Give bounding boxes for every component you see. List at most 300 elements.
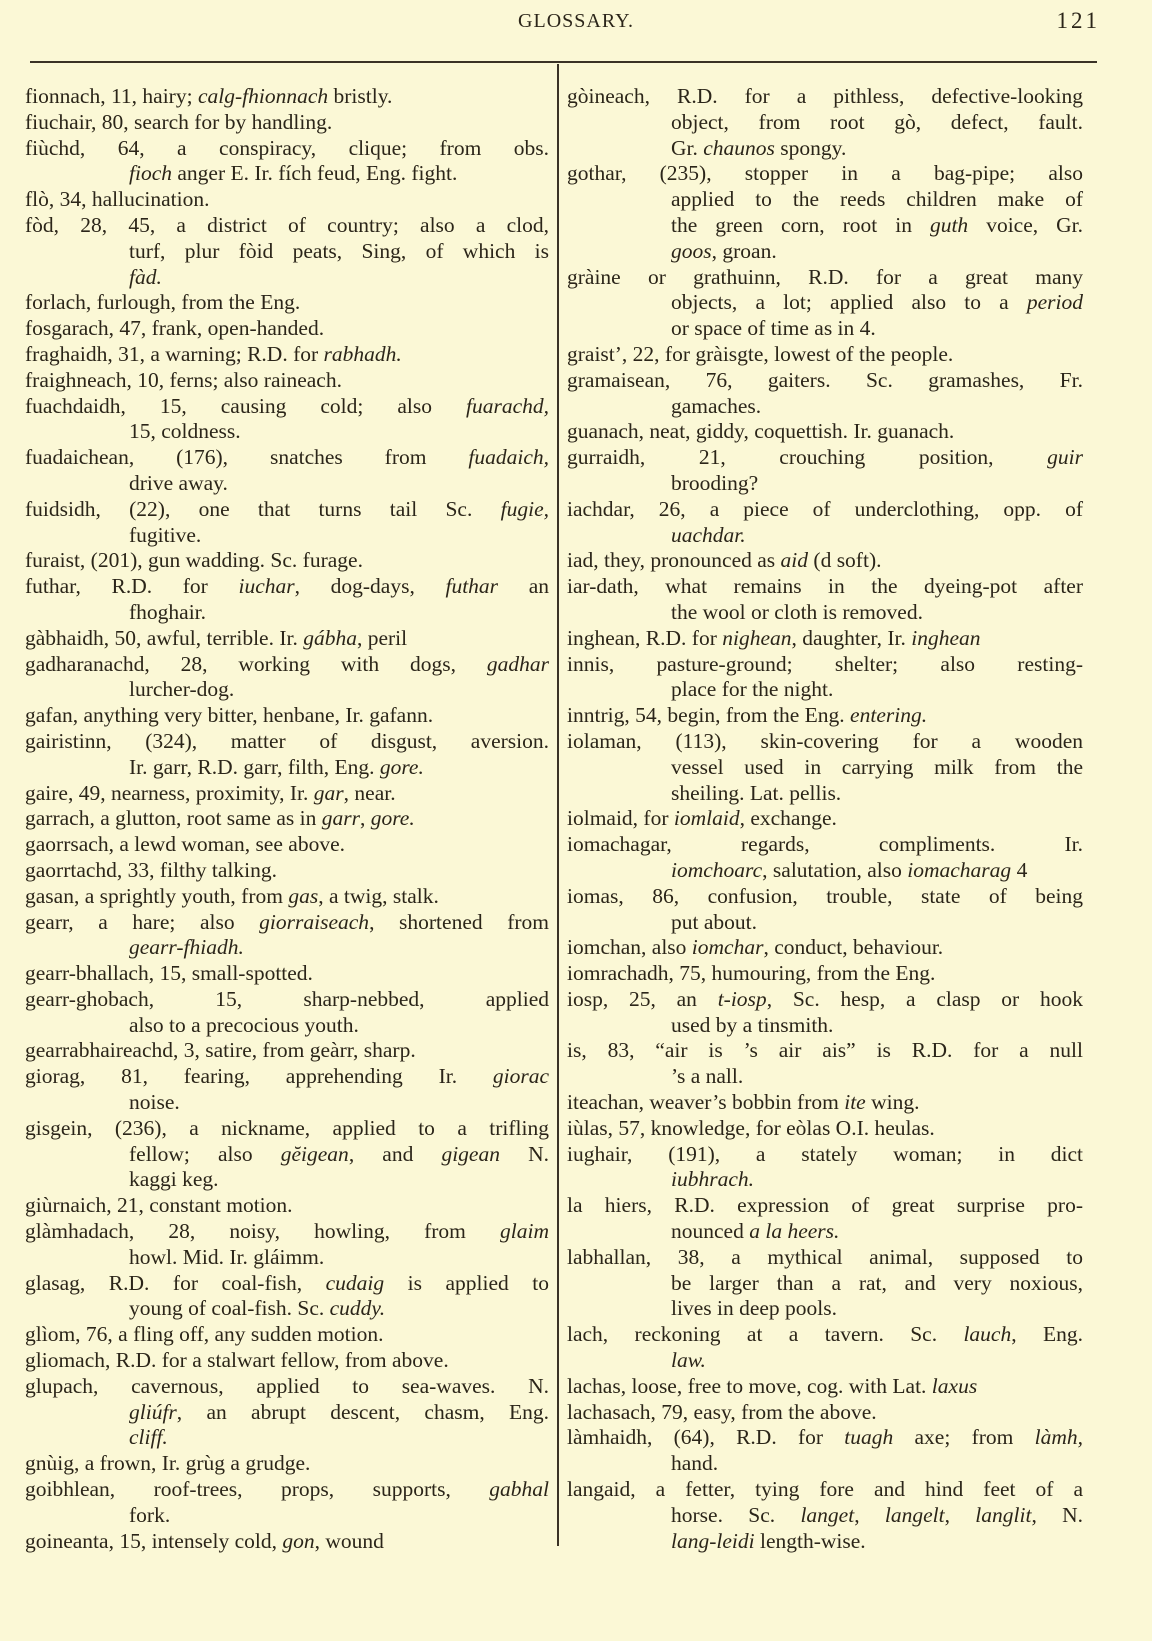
- entry-continuation-line: [567, 1296, 1083, 1322]
- glossary-entry: [25, 1451, 549, 1477]
- entry-continuation-line: [25, 1296, 549, 1322]
- entry-first-line: [567, 832, 1083, 858]
- entry-text: is applied to: [384, 1270, 549, 1295]
- glossary-entry: [567, 1400, 1083, 1426]
- entry-italic-term: iomchar: [691, 935, 764, 960]
- entry-text: , salutation, also: [762, 857, 908, 882]
- entry-text: iosp, 25, an: [567, 986, 718, 1011]
- entry-text: giùrnaich, 21, constant motion.: [25, 1193, 293, 1218]
- entry-text: is, 83, “air is ’s air ais” is R.D. for a null: [567, 1038, 1083, 1063]
- glossary-column-right: [567, 84, 1083, 1554]
- entry-first-line: [567, 419, 1083, 445]
- entry-continuation-line: [25, 239, 549, 265]
- entry-text: 4: [1011, 857, 1028, 882]
- entry-text: goibhlean, roof-trees, props, supports,: [25, 1477, 490, 1502]
- entry-text: gurraidh, 21, crouching position,: [567, 445, 1048, 470]
- entry-italic-term: langet: [800, 1502, 855, 1527]
- entry-continuation-line: [567, 316, 1083, 342]
- entry-continuation-line: [567, 1219, 1083, 1245]
- glossary-entry: [567, 342, 1083, 368]
- glossary-entry: [25, 574, 549, 626]
- entry-text: , peril: [356, 625, 408, 650]
- glossary-entry: [25, 110, 549, 136]
- entry-text: , Eng.: [1011, 1322, 1083, 1347]
- entry-first-line: [25, 1348, 549, 1374]
- entry-text: iachdar, 26, a piece of underclothing, opp. of: [567, 496, 1083, 521]
- entry-first-line: [567, 806, 1083, 832]
- entry-text: horse. Sc.: [671, 1502, 801, 1527]
- glossary-entry: [567, 626, 1083, 652]
- entry-first-line: [25, 781, 549, 807]
- entry-text: , shortened from: [369, 909, 549, 934]
- glossary-entry: [25, 368, 549, 394]
- entry-italic-term: guth: [929, 212, 969, 237]
- glossary-entry: [25, 961, 549, 987]
- entry-text: fiùchd, 64, a conspiracy, clique; from obs.: [25, 135, 549, 160]
- entry-italic-term: inghean: [911, 625, 981, 650]
- glossary-entry: [567, 1193, 1083, 1245]
- entry-text: iomchan, also: [567, 935, 692, 960]
- entry-text: put about.: [671, 909, 757, 934]
- entry-first-line: [25, 910, 549, 936]
- entry-first-line: [567, 161, 1083, 187]
- entry-text: , dog-days,: [294, 574, 446, 599]
- entry-first-line: [25, 626, 549, 652]
- entry-text: iteachan, weaver’s bobbin from: [567, 1090, 845, 1115]
- glossary-entry: [25, 884, 549, 910]
- entry-text: vessel used in carrying milk from the: [671, 754, 1083, 779]
- entry-text: fraghaidh, 31, a warning; R.D. for: [25, 341, 324, 366]
- entry-text: voice, Gr.: [968, 212, 1083, 237]
- entry-text: the green corn, root in: [671, 212, 930, 237]
- entry-text: labhallan, 38, a mythical animal, supposed to: [567, 1244, 1083, 1269]
- entry-first-line: [567, 1116, 1083, 1142]
- entry-first-line: [567, 935, 1083, 961]
- entry-first-line: [567, 1425, 1083, 1451]
- entry-first-line: [25, 368, 549, 394]
- entry-text: howl. Mid. Ir. gláimm.: [129, 1244, 325, 1269]
- entry-italic-term: langlit: [975, 1502, 1032, 1527]
- glossary-entry: [25, 703, 549, 729]
- glossary-entry: [25, 910, 549, 962]
- glossary-entry: [567, 652, 1083, 704]
- entry-first-line: [25, 1116, 549, 1142]
- entry-first-line: [25, 290, 549, 316]
- entry-continuation-line: [567, 1348, 1083, 1374]
- glossary-entry: [25, 1374, 549, 1451]
- entry-text: , an abrupt descent, chasm, Eng.: [176, 1399, 549, 1424]
- entry-text: futhar, R.D. for: [25, 574, 239, 599]
- glossary-entry: [567, 161, 1083, 264]
- entry-text: gisgein, (236), a nickname, applied to a trifling: [25, 1115, 549, 1140]
- entry-continuation-line: [25, 935, 549, 961]
- entry-italic-term: gon: [282, 1528, 315, 1553]
- entry-text: gaorrtachd, 33, filthy talking.: [25, 857, 277, 882]
- entry-continuation-line: [567, 755, 1083, 781]
- entry-text: anger E. Ir. fích feud, Eng. fight.: [172, 161, 458, 186]
- entry-text: fraighneach, 10, ferns; also raineach.: [25, 367, 342, 392]
- entry-first-line: [567, 1142, 1083, 1168]
- entry-continuation-line: [25, 1090, 549, 1116]
- entry-first-line: [567, 703, 1083, 729]
- entry-text: the wool or cloth is removed.: [671, 599, 923, 624]
- entry-italic-term: gore.: [370, 806, 415, 831]
- running-title: GLOSSARY.: [518, 10, 634, 32]
- entry-text: sheiling. Lat. pellis.: [671, 780, 842, 805]
- entry-text: fionnach, 11, hairy;: [25, 84, 198, 108]
- entry-continuation-line: [567, 1529, 1083, 1555]
- entry-first-line: [567, 1400, 1083, 1426]
- entry-italic-term: gigean: [441, 1141, 500, 1166]
- entry-text: applied to the reeds children make of: [671, 187, 1083, 212]
- glossary-entry: [567, 419, 1083, 445]
- entry-italic-term: ite: [844, 1090, 866, 1115]
- entry-text: iolmaid, for: [567, 806, 674, 831]
- entry-continuation-line: [567, 858, 1083, 884]
- entry-first-line: [25, 1374, 549, 1400]
- entry-first-line: [25, 806, 549, 832]
- entry-italic-term: iomchoarc: [671, 857, 763, 882]
- entry-text: gliomach, R.D. for a stalwart fellow, from above.: [25, 1348, 449, 1373]
- entry-text: fugitive.: [129, 522, 202, 547]
- glossary-entry: [25, 806, 549, 832]
- entry-text: làmhaidh, (64), R.D. for: [567, 1425, 845, 1450]
- glossary-entry: [567, 574, 1083, 626]
- entry-first-line: [25, 729, 549, 755]
- glossary-entry: [25, 626, 549, 652]
- entry-italic-term: lang-leidi: [671, 1528, 755, 1553]
- entry-text: lives in deep pools.: [671, 1296, 838, 1321]
- entry-text: Ir. garr, R.D. garr, filth, Eng.: [129, 754, 380, 779]
- entry-text: also to a precocious youth.: [129, 1012, 359, 1037]
- entry-text: guanach, neat, giddy, coquettish. Ir. guanach.: [567, 419, 955, 444]
- entry-text: N.: [499, 1141, 549, 1166]
- entry-text: iomrachadh, 75, humouring, from the Eng.: [567, 961, 936, 986]
- entry-first-line: [567, 1374, 1083, 1400]
- entry-italic-term: tuagh: [844, 1425, 894, 1450]
- entry-italic-term: rabhadh.: [323, 341, 402, 366]
- entry-first-line: [567, 497, 1083, 523]
- entry-continuation-line: [25, 1167, 549, 1193]
- entry-text: , N.: [1031, 1502, 1084, 1527]
- entry-italic-term: fuarachd,: [465, 393, 549, 418]
- entry-text: bristly.: [328, 84, 393, 108]
- entry-text: graist’, 22, for gràisgte, lowest of the people.: [567, 341, 954, 366]
- glossary-entry: [25, 1348, 549, 1374]
- entry-first-line: [567, 652, 1083, 678]
- entry-text: gearr-bhallach, 15, small-spotted.: [25, 961, 313, 986]
- entry-text: objects, a lot; applied also to a: [671, 290, 1027, 315]
- glossary-entry: [567, 961, 1083, 987]
- entry-italic-term: garr: [321, 806, 360, 831]
- entry-text: noise.: [129, 1090, 180, 1115]
- entry-first-line: [25, 574, 549, 600]
- entry-continuation-line: [567, 290, 1083, 316]
- entry-continuation-line: [567, 187, 1083, 213]
- glossary-entry: [25, 652, 549, 704]
- entry-text: , daughter, Ir.: [791, 625, 912, 650]
- entry-italic-term: làmh,: [1034, 1425, 1083, 1450]
- entry-italic-term: entering.: [850, 703, 928, 728]
- entry-text: gramaisean, 76, gaiters. Sc. gramashes, Fr.: [567, 367, 1083, 392]
- glossary-entry: [25, 548, 549, 574]
- entry-first-line: [25, 987, 549, 1013]
- entry-first-line: [25, 110, 549, 136]
- entry-text: gàbhaidh, 50, awful, terrible. Ir.: [25, 625, 304, 650]
- glossary-entry: [567, 884, 1083, 936]
- entry-text: gothar, (235), stopper in a bag-pipe; also: [567, 161, 1083, 186]
- entry-text: used by a tinsmith.: [671, 1012, 834, 1037]
- glossary-entry: [567, 84, 1083, 161]
- entry-first-line: [25, 961, 549, 987]
- entry-text: fosgarach, 47, frank, open-handed.: [25, 316, 325, 341]
- entry-italic-term: guir: [1047, 445, 1083, 470]
- entry-first-line: [567, 574, 1083, 600]
- glossary-entry: [25, 1322, 549, 1348]
- entry-continuation-line: [25, 1245, 549, 1271]
- entry-continuation-line: [25, 523, 549, 549]
- glossary-entry: [567, 1322, 1083, 1374]
- entry-text: fellow; also: [129, 1141, 281, 1166]
- entry-text: forlach, furlough, from the Eng.: [25, 290, 301, 315]
- entry-first-line: [567, 1038, 1083, 1064]
- entry-text: brooding?: [671, 470, 759, 495]
- glossary-entry: [25, 858, 549, 884]
- entry-continuation-line: [567, 523, 1083, 549]
- entry-italic-term: iomlaid: [673, 806, 740, 831]
- entry-italic-term: glaim: [500, 1219, 549, 1244]
- entry-first-line: [567, 368, 1083, 394]
- entry-text: ,: [854, 1502, 885, 1527]
- entry-continuation-line: [567, 1451, 1083, 1477]
- entry-first-line: [567, 729, 1083, 755]
- entry-text: gadharanachd, 28, working with dogs,: [25, 651, 487, 676]
- entry-text: object, from root gò, defect, fault.: [671, 109, 1083, 134]
- entry-italic-term: fioch: [129, 161, 172, 186]
- entry-italic-term: chaunos: [703, 135, 775, 160]
- entry-first-line: [25, 1529, 549, 1555]
- entry-italic-term: t-iosp: [717, 986, 767, 1011]
- entry-italic-term: iomacharag: [907, 857, 1012, 882]
- entry-text: ,: [944, 1502, 976, 1527]
- entry-text: fuadaichean, (176), snatches from: [25, 445, 469, 470]
- glossary-entry: [25, 342, 549, 368]
- glossary-entry: [25, 1529, 549, 1555]
- entry-italic-term: a la heers.: [749, 1219, 840, 1244]
- glossary-entry: [25, 316, 549, 342]
- glossary-entry: [25, 1477, 549, 1529]
- entry-text: , a twig, stalk.: [318, 883, 439, 908]
- entry-italic-term: cuddy.: [329, 1296, 386, 1321]
- entry-italic-term: fugie,: [500, 496, 549, 521]
- entry-continuation-line: [567, 1013, 1083, 1039]
- entry-italic-term: gadhar: [486, 651, 549, 676]
- entry-first-line: [25, 832, 549, 858]
- glossary-entry: [25, 832, 549, 858]
- entry-first-line: [25, 1451, 549, 1477]
- entry-text: or space of time as in 4.: [671, 316, 876, 341]
- entry-italic-term: langelt: [884, 1502, 945, 1527]
- entry-text: , exchange.: [739, 806, 837, 831]
- entry-italic-term: iubhrach.: [671, 1167, 755, 1192]
- entry-continuation-line: [25, 677, 549, 703]
- entry-first-line: [567, 626, 1083, 652]
- entry-continuation-line: [25, 161, 549, 187]
- entry-text: kaggi keg.: [129, 1167, 219, 1192]
- entry-italic-term: gore.: [379, 754, 424, 779]
- entry-italic-term: nighean: [722, 625, 792, 650]
- entry-text: length-wise.: [754, 1528, 866, 1553]
- glossary-entry: [25, 781, 549, 807]
- entry-first-line: [567, 1245, 1083, 1271]
- entry-text: lachas, loose, free to move, cog. with Lat.: [567, 1373, 932, 1398]
- entry-first-line: [25, 213, 549, 239]
- entry-text: flò, 34, hallucination.: [25, 187, 210, 212]
- entry-text: gràine or grathuinn, R.D. for a great many: [567, 264, 1083, 289]
- entry-text: Gr.: [671, 135, 704, 160]
- entry-text: glasag, R.D. for coal-fish,: [25, 1270, 326, 1295]
- header-rule: [30, 61, 1097, 63]
- glossary-entry: [25, 136, 549, 188]
- entry-text: iomas, 86, confusion, trouble, state of being: [567, 883, 1083, 908]
- entry-continuation-line: [567, 471, 1083, 497]
- entry-italic-term: fàd.: [129, 264, 162, 289]
- entry-continuation-line: [567, 136, 1083, 162]
- entry-text: fhoghair.: [129, 599, 207, 624]
- entry-continuation-line: [567, 394, 1083, 420]
- glossary-entry: [25, 445, 549, 497]
- glossary-entry: [567, 265, 1083, 342]
- entry-italic-term: fuadaich,: [468, 445, 549, 470]
- glossary-entry: [25, 1064, 549, 1116]
- entry-continuation-line: [25, 1503, 549, 1529]
- entry-text: , Sc. hesp, a clasp or hook: [766, 986, 1083, 1011]
- entry-italic-term: gábha: [303, 625, 357, 650]
- entry-text: iad, they, pronounced as: [567, 548, 781, 573]
- entry-text: wing.: [865, 1090, 920, 1115]
- entry-text: giorag, 81, fearing, apprehending Ir.: [25, 1064, 493, 1089]
- entry-text: gairistinn, (324), matter of disgust, aversion.: [25, 728, 549, 753]
- entry-continuation-line: [567, 600, 1083, 626]
- entry-text: young of coal-fish. Sc.: [129, 1296, 330, 1321]
- entry-text: axe; from: [893, 1425, 1035, 1450]
- entry-text: gamaches.: [671, 393, 762, 418]
- glossary-entry: [25, 84, 549, 110]
- entry-italic-term: giorac: [492, 1064, 549, 1089]
- page-header: [0, 6, 1152, 46]
- entry-italic-term: lauch: [963, 1322, 1012, 1347]
- entry-text: fiuchair, 80, search for by handling.: [25, 109, 333, 134]
- entry-first-line: [25, 497, 549, 523]
- page-number: 121: [1056, 8, 1100, 33]
- entry-text: fuachdaidh, 15, causing cold; also: [25, 393, 466, 418]
- glossary-entry: [567, 1425, 1083, 1477]
- entry-text: la hiers, R.D. expression of great surprise pro-: [567, 1193, 1083, 1218]
- entry-text: gnùig, a frown, Ir. grùg a grudge.: [25, 1451, 311, 1476]
- entry-first-line: [567, 84, 1083, 110]
- entry-first-line: [567, 1193, 1083, 1219]
- entry-text: glàmhadach, 28, noisy, howling, from: [25, 1219, 501, 1244]
- entry-continuation-line: [567, 1271, 1083, 1297]
- entry-text: iùlas, 57, knowledge, for eòlas O.I. heulas.: [567, 1115, 935, 1140]
- glossary-entry: [567, 1038, 1083, 1090]
- entry-first-line: [567, 1322, 1083, 1348]
- entry-italic-term: giorraiseach: [259, 909, 370, 934]
- entry-first-line: [25, 342, 549, 368]
- glossary-entry: [25, 1116, 549, 1193]
- entry-continuation-line: [567, 213, 1083, 239]
- entry-first-line: [25, 394, 549, 420]
- glossary-entry: [567, 935, 1083, 961]
- entry-italic-term: aid: [780, 548, 809, 573]
- entry-continuation-line: [567, 1167, 1083, 1193]
- entry-continuation-line: [567, 110, 1083, 136]
- entry-continuation-line: [567, 781, 1083, 807]
- entry-text: glupach, cavernous, applied to sea-waves. N.: [25, 1373, 549, 1398]
- entry-first-line: [25, 445, 549, 471]
- glossary-entry: [25, 1038, 549, 1064]
- entry-first-line: [25, 187, 549, 213]
- entry-first-line: [567, 445, 1083, 471]
- entry-italic-term: laxus: [931, 1373, 978, 1398]
- entry-first-line: [567, 265, 1083, 291]
- entry-italic-term: futhar: [445, 574, 499, 599]
- entry-text: garrach, a glutton, root same as in: [25, 806, 322, 831]
- entry-text: gearr-ghobach, 15, sharp-nebbed, applied: [25, 986, 549, 1011]
- entry-italic-term: gas: [288, 883, 319, 908]
- entry-italic-term: gar: [313, 780, 344, 805]
- entry-italic-term: uachdar.: [671, 522, 746, 547]
- entry-text: , wound: [314, 1528, 384, 1553]
- entry-italic-term: calg-fhionnach: [197, 84, 329, 108]
- entry-italic-term: gabhal: [489, 1477, 549, 1502]
- entry-text: iolaman, (113), skin-covering for a wooden: [567, 728, 1083, 753]
- entry-continuation-line: [25, 755, 549, 781]
- entry-first-line: [25, 1219, 549, 1245]
- column-divider: [557, 64, 559, 1546]
- entry-text: iar-dath, what remains in the dyeing-pot after: [567, 574, 1083, 599]
- entry-text: gearr, a hare; also: [25, 909, 260, 934]
- entry-text: fuidsidh, (22), one that turns tail Sc.: [25, 496, 501, 521]
- entry-first-line: [25, 1322, 549, 1348]
- entry-first-line: [25, 1271, 549, 1297]
- entry-first-line: [25, 316, 549, 342]
- glossary-entry: [567, 832, 1083, 884]
- glossary-entry: [25, 729, 549, 781]
- entry-continuation-line: [25, 1142, 549, 1168]
- entry-italic-term: period: [1026, 290, 1083, 315]
- entry-italic-term: cliff.: [129, 1425, 168, 1450]
- entry-text: lachasach, 79, easy, from the above.: [567, 1399, 877, 1424]
- glossary-entry: [25, 1219, 549, 1271]
- entry-text: drive away.: [129, 470, 228, 495]
- entry-first-line: [567, 1477, 1083, 1503]
- entry-text: fork.: [129, 1502, 171, 1527]
- entry-text: goineanta, 15, intensely cold,: [25, 1528, 283, 1553]
- entry-first-line: [25, 884, 549, 910]
- glossary-entry: [25, 497, 549, 549]
- entry-text: langaid, a fetter, tying fore and hind feet of a: [567, 1477, 1083, 1502]
- entry-continuation-line: [25, 1013, 549, 1039]
- entry-first-line: [567, 961, 1083, 987]
- glossary-entry: [567, 987, 1083, 1039]
- entry-text: gearrabhaireachd, 3, satire, from geàrr, sharp.: [25, 1038, 416, 1063]
- entry-continuation-line: [567, 1064, 1083, 1090]
- entry-first-line: [25, 1193, 549, 1219]
- entry-continuation-line: [25, 1425, 549, 1451]
- glossary-entry: [567, 806, 1083, 832]
- entry-text: , and: [348, 1141, 442, 1166]
